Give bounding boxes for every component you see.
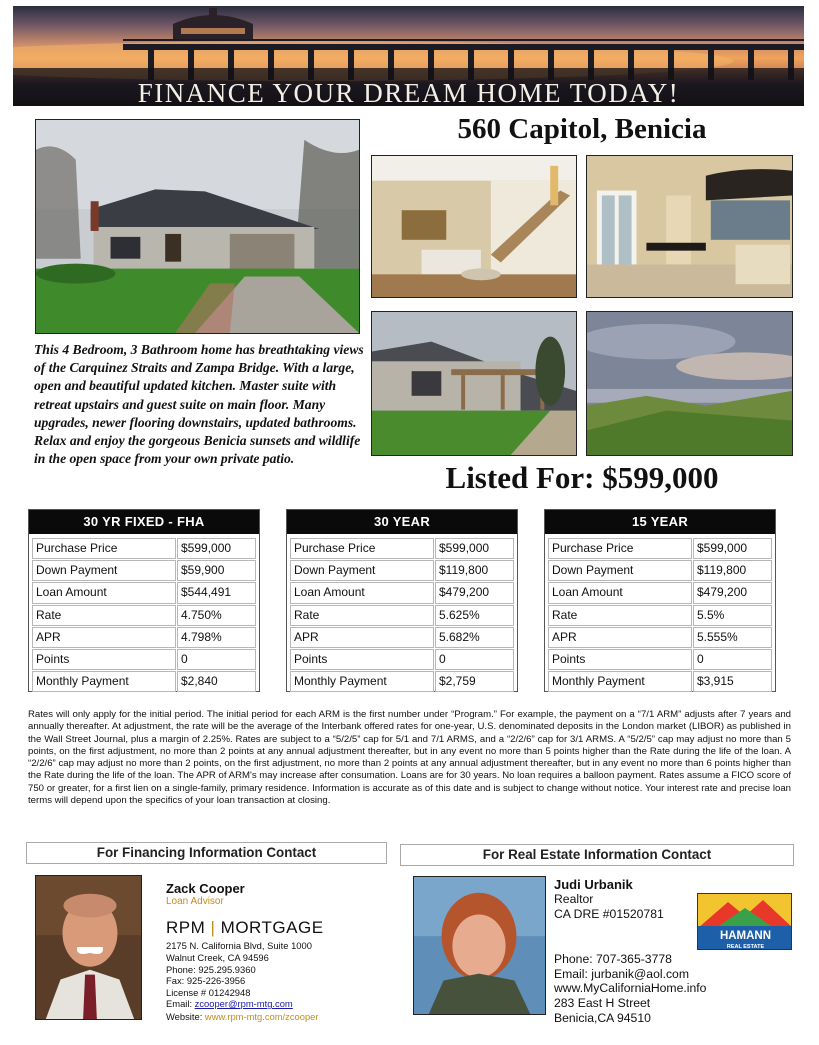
realtor-email[interactable]: Email: jurbanik@aol.com (554, 967, 689, 981)
row-label: Points (290, 649, 434, 670)
realtor-website[interactable]: www.MyCaliforniaHome.info (554, 981, 707, 995)
table-row (290, 537, 515, 559)
table-row (290, 604, 515, 626)
row-value: $2,759 (435, 671, 514, 692)
row-label: APR (548, 627, 692, 648)
company-name-left: RPM (166, 918, 206, 937)
row-value: $599,000 (693, 538, 772, 559)
table-row (548, 604, 773, 626)
table-row (32, 670, 257, 692)
row-label: Monthly Payment (32, 671, 176, 692)
row-value: $3,915 (693, 671, 772, 692)
row-label: Down Payment (290, 560, 434, 581)
table-row (548, 626, 773, 648)
realtor-title: Realtor (554, 892, 594, 906)
row-label: Points (32, 649, 176, 670)
listing-price: Listed For: $599,000 (445, 460, 719, 495)
row-value: 5.5% (693, 605, 772, 626)
row-label: Rate (32, 605, 176, 626)
advisor-phone: Phone: 925.295.9360 (166, 964, 256, 975)
table-row (290, 559, 515, 581)
table-row (548, 670, 773, 692)
property-description: This 4 Bedroom, 3 Bathroom home has breathtaking views of the Carquinez Straits and Zampa Bridge. With a large, open and beautiful updated kitchen. Master suite with retreat upstairs and guest suite on main floor. Many upgrades, newer flooring downstairs, updated bathrooms. Relax and enjoy the gorgeous Benicia sunsets and wildlife in the open space from your own private patio. (34, 342, 364, 467)
row-value: 5.625% (435, 605, 514, 626)
header-banner (13, 6, 804, 106)
logo-sub: REAL ESTATE (726, 944, 765, 950)
advisor-email-link[interactable]: zcooper@rpm-mtg.com (194, 998, 293, 1009)
row-value: $479,200 (435, 582, 514, 603)
row-value: $599,000 (177, 538, 256, 559)
realtor-street: 283 East H Street (554, 996, 651, 1010)
realtor-phone: Phone: 707-365-3778 (554, 952, 672, 966)
loan-table-30yr-fha (28, 509, 260, 692)
row-label: Purchase Price (548, 538, 692, 559)
realtor-city: Benicia,CA 94510 (554, 1011, 651, 1025)
table-row (290, 626, 515, 648)
advisor-website-link[interactable]: www.rpm-mtg.com/zcooper (204, 1011, 319, 1022)
realtor-dre: CA DRE #01520781 (554, 907, 664, 921)
table-row (32, 604, 257, 626)
row-label: Down Payment (32, 560, 176, 581)
row-value: 5.555% (693, 627, 772, 648)
row-value: $119,800 (435, 560, 514, 581)
row-value: 4.798% (177, 627, 256, 648)
row-label: Loan Amount (548, 582, 692, 603)
row-label: Points (548, 649, 692, 670)
loan-table-title: 30 YEAR (287, 510, 517, 534)
advisor-address-2: Walnut Creek, CA 94596 (166, 952, 269, 963)
row-value: $2,840 (177, 671, 256, 692)
loan-table-title: 30 YR FIXED - FHA (29, 510, 259, 534)
advisor-license: License # 01242948 (166, 987, 251, 998)
rate-disclaimer: Rates will only apply for the initial period. The initial period for each ARM is the first number under “Program.” For example, the payment on a “7/1 ARM” adjusts after 7 years and annually thereafter. At adjustment, the rate will be the average of the Interbank offered rates for one-year, U.S. denominated deposits in the London market (LIBOR) as published in the Wall Street Journal, plus a margin of 2.25%. Rates are subject to a “5/2/5” cap for 5/1 and 7/1 ARMS, and a “2/2/6” cap for 3/1 ARMS. A “5/2/5” cap may adjust no more than 5 points, on the first adjustment, no more than 2 points at any annual adjustment thereafter, but in any event no more than 5 points higher than the Rate during the life of the loan. A “2/2/6” cap may adjust no more than 2 points, on the first adjustment, no more than 2 points at any annual adjustment thereafter, but in any event no more than 6 points higher than the Rate during the life of the loan. The APR of ARM's may increase after consumation. Loans are for 30 years. No loan requires a balloon payment. Rates assume a FICO score of 750 or greater, for a first lien on a single-family, primary residence. Information is accurate as of this date and is subject to change without notice. Your interest rate and precise loan terms will depend upon the specifics of your loan transaction at closing. (28, 709, 791, 807)
loan-advisor-title: Loan Advisor (166, 896, 224, 907)
banner-title: FINANCE YOUR DREAM HOME TODAY! (137, 78, 680, 106)
row-label: APR (32, 627, 176, 648)
row-value: $599,000 (435, 538, 514, 559)
table-row (548, 559, 773, 581)
row-label: APR (290, 627, 434, 648)
row-label: Loan Amount (32, 582, 176, 603)
table-row (32, 648, 257, 670)
backyard-photo (371, 311, 577, 456)
row-label: Monthly Payment (290, 671, 434, 692)
financing-contact-heading: For Financing Information Contact (26, 842, 387, 864)
row-label: Purchase Price (32, 538, 176, 559)
row-value: 5.682% (435, 627, 514, 648)
row-value: $479,200 (693, 582, 772, 603)
advisor-email-line (166, 998, 293, 1010)
table-row (32, 559, 257, 581)
row-value: $544,491 (177, 582, 256, 603)
logo-name: HAMANN (719, 930, 772, 942)
row-label: Purchase Price (290, 538, 434, 559)
advisor-address-1: 2175 N. California Blvd, Suite 1000 (166, 940, 312, 951)
table-row (290, 581, 515, 603)
row-value: 4.750% (177, 605, 256, 626)
table-row (32, 581, 257, 603)
website-label: Website: (166, 1011, 203, 1022)
email-label: Email: (166, 998, 193, 1009)
row-value: 0 (177, 649, 256, 670)
realtor-photo (413, 876, 546, 1015)
row-label: Loan Amount (290, 582, 434, 603)
loan-table-title: 15 YEAR (545, 510, 775, 534)
row-label: Rate (290, 605, 434, 626)
table-row (290, 670, 515, 692)
row-value: 0 (435, 649, 514, 670)
property-address: 560 Capitol, Benicia (457, 113, 707, 145)
company-separator: | (210, 918, 216, 937)
advisor-fax: Fax: 925-226-3956 (166, 975, 246, 986)
loan-advisor-name: Zack Cooper (166, 881, 245, 896)
table-row (290, 648, 515, 670)
row-label: Rate (548, 605, 692, 626)
realtor-name: Judi Urbanik (554, 877, 633, 892)
realestate-contact-heading: For Real Estate Information Contact (400, 844, 794, 866)
loan-advisor-photo (35, 875, 142, 1020)
kitchen-photo (586, 155, 793, 298)
table-row (548, 648, 773, 670)
hamann-real-estate-logo (697, 893, 792, 950)
loan-table-30yr (286, 509, 518, 692)
advisor-website-line (166, 1011, 319, 1023)
house-front-photo (35, 119, 360, 334)
company-name-right: MORTGAGE (220, 918, 324, 937)
living-room-photo (371, 155, 577, 298)
table-row (32, 626, 257, 648)
table-row (548, 581, 773, 603)
table-row (32, 537, 257, 559)
table-row (548, 537, 773, 559)
row-value: $119,800 (693, 560, 772, 581)
rpm-mortgage-logo (166, 918, 324, 938)
view-photo (586, 311, 793, 456)
row-label: Down Payment (548, 560, 692, 581)
row-value: $59,900 (177, 560, 256, 581)
row-label: Monthly Payment (548, 671, 692, 692)
row-value: 0 (693, 649, 772, 670)
loan-table-15yr (544, 509, 776, 692)
